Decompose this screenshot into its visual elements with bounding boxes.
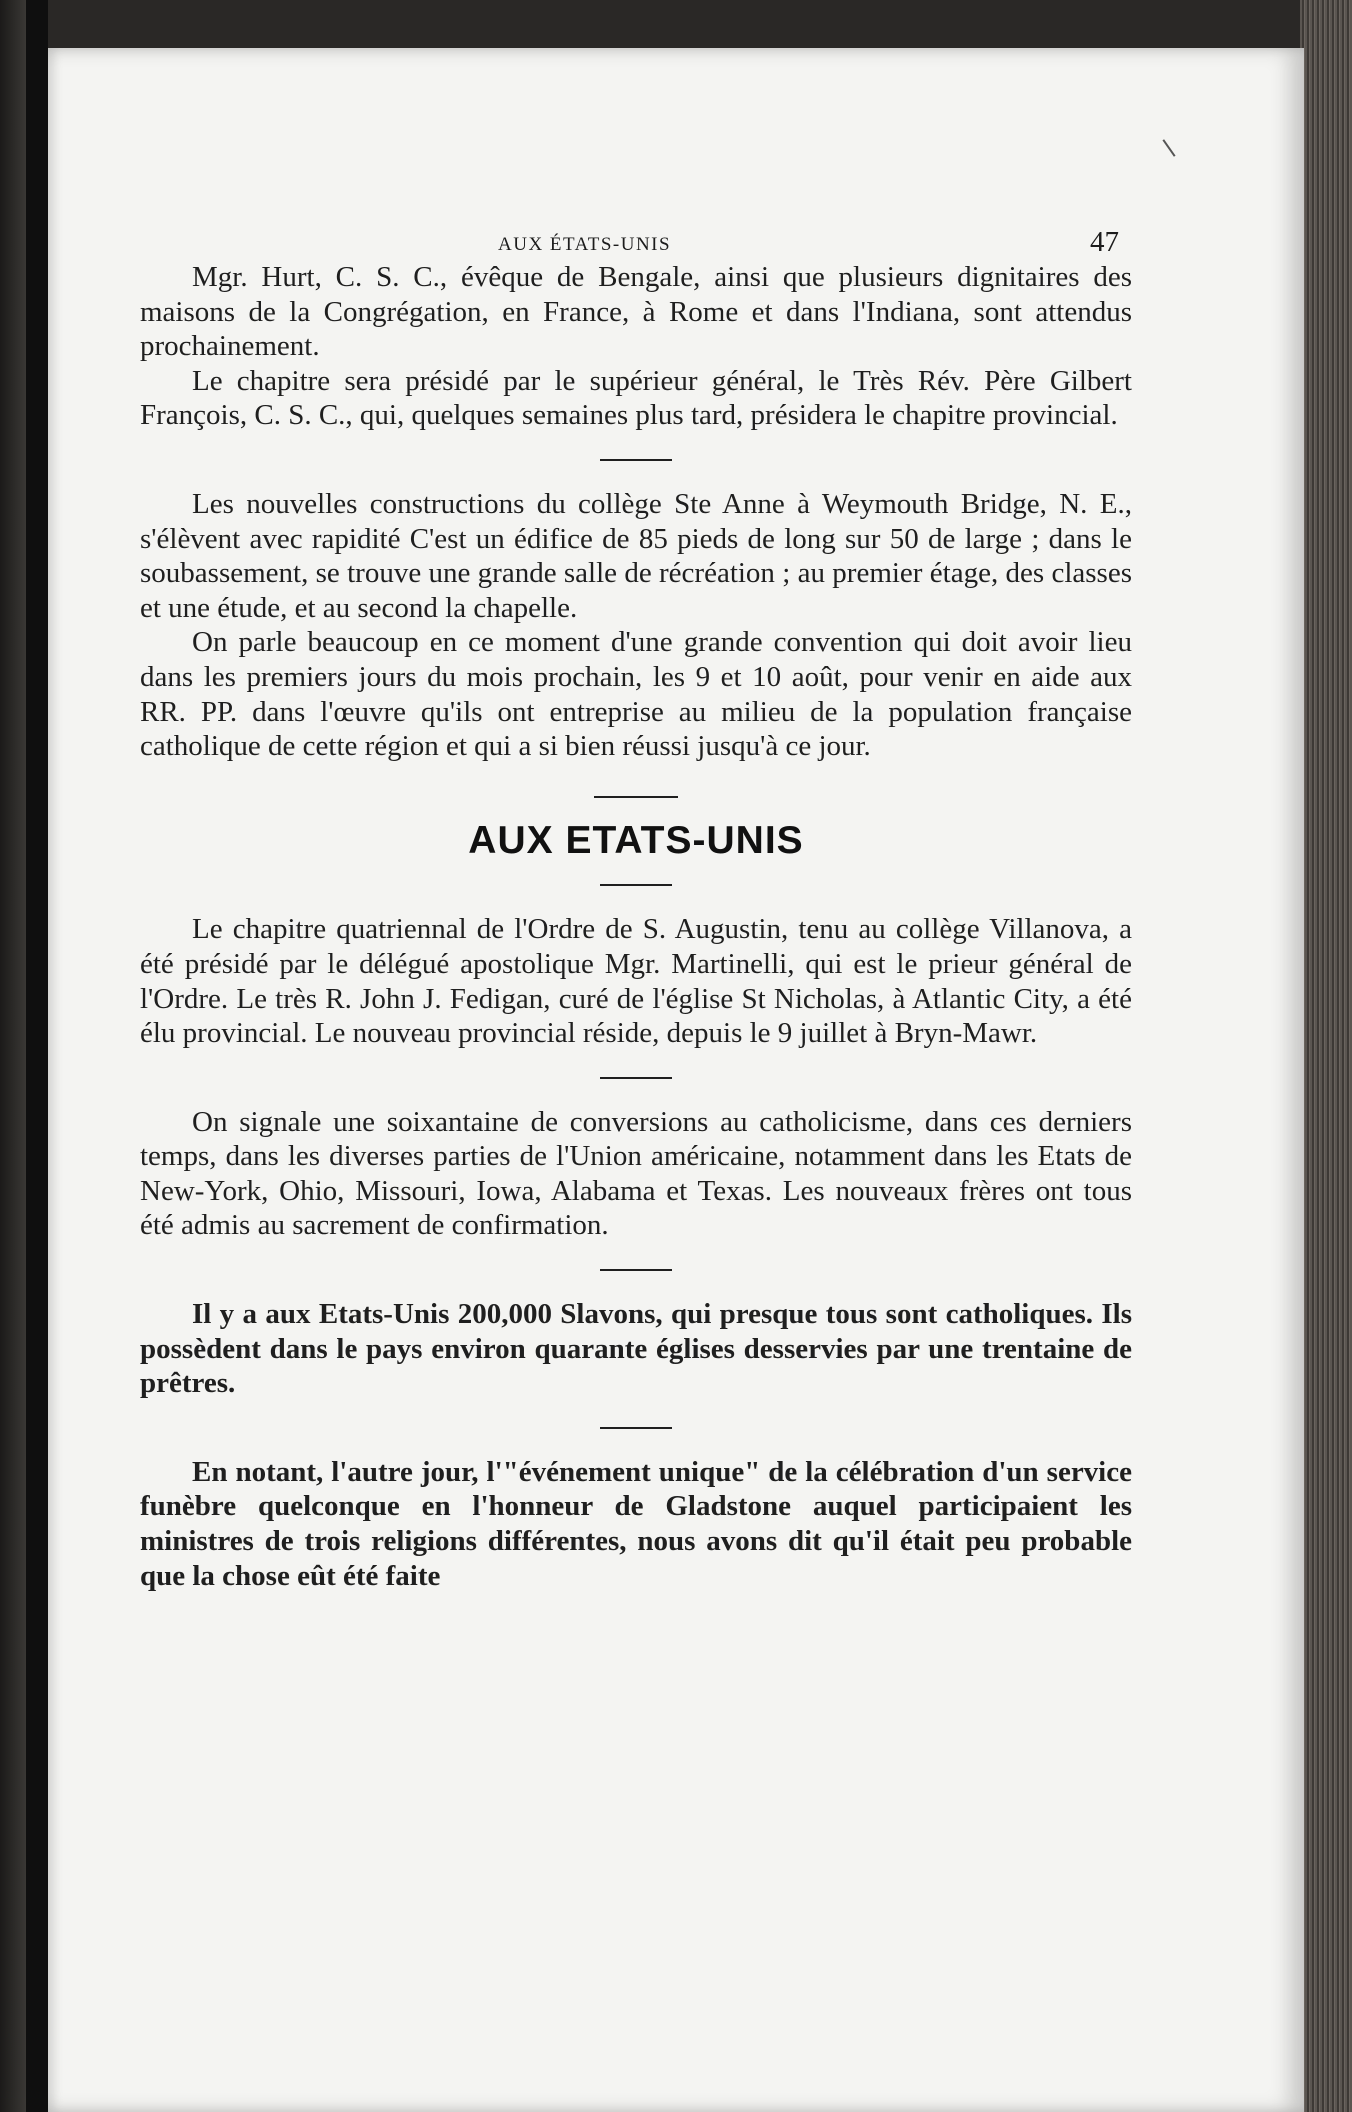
section-heading: AUX ETATS-UNIS: [468, 818, 804, 862]
section-divider: [594, 796, 678, 798]
page-body: [140, 260, 1132, 1593]
paragraph-conversions: On signale une soixantaine de conversions au catholicisme, dans ces derniers temps, dans les diverses parties de l'Union américaine, notamment dans les Etats de New-York, Ohio, Missouri, Iowa, Alabama et Texas. Les nouveaux frères ont tous été admis au sacrement de confirmation.: [140, 1105, 1132, 1242]
section-divider: [600, 1427, 672, 1429]
book-spine-shadow: [26, 0, 48, 2112]
section-divider: [600, 1077, 672, 1079]
section-divider: [600, 459, 672, 461]
book-page-edges: [1300, 0, 1352, 2112]
paragraph-augustin: Le chapitre quatriennal de l'Ordre de S. Augustin, tenu au collège Villanova, a été présidé par le délégué apostolique Mgr. Martinelli, qui est le prieur général de l'Ordre. Le très R. John J. Fedigan, curé de l'église St Nicholas, à Atlantic City, a été élu provincial. Le nouveau provincial réside, depuis le 9 juillet à Bryn-Mawr.: [140, 913, 1132, 1050]
book-left-edge: [0, 0, 26, 2112]
paragraph-weymouth-1: Les nouvelles constructions du collège Ste Anne à Weymouth Bridge, N. E., s'élèvent avec rapidité C'est un édifice de 85 pieds de long sur 50 de large ; dans le soubassement, se trouve une grande salle de récréation ; au premier étage, des classes et une étude, et au second la chapelle.: [140, 487, 1132, 624]
paragraph-intro-1: Mgr. Hurt, C. S. C., évêque de Bengale, ainsi que plusieurs dignitaires des maisons de la Congrégation, en France, à Rome et dans l'Indiana, sont attendus prochainement.: [140, 261, 1132, 363]
margin-mark: [1162, 139, 1175, 157]
running-title: AUX ÉTATS-UNIS: [498, 234, 672, 255]
section-divider: [600, 1269, 672, 1271]
paragraph-slavons: Il y a aux Etats-Unis 200,000 Slavons, qui presque tous sont catholiques. Ils possèdent dans le pays environ quarante églises desservies par une trentaine de prêtres.: [140, 1298, 1132, 1400]
section-divider: [600, 884, 672, 886]
paragraph-gladstone: En notant, l'autre jour, l'"événement unique" de la célébration d'un service funèbre quelconque en l'honneur de Gladstone auquel participaient les ministres de trois religions différentes, nous avons dit qu'il était peu probable que la chose eût été faite: [140, 1455, 1132, 1592]
book-page: [48, 48, 1304, 2112]
paragraph-intro-2: Le chapitre sera présidé par le supérieur général, le Très Rév. Père Gilbert François, C. S. C., qui, quelques semaines plus tard, présidera le chapitre provincial.: [140, 364, 1132, 432]
page-number: 47: [1090, 226, 1119, 258]
paragraph-weymouth-2: On parle beaucoup en ce moment d'une grande convention qui doit avoir lieu dans les premiers jours du mois prochain, les 9 et 10 août, pour venir en aide aux RR. PP. dans l'œuvre qu'ils ont entreprise au milieu de la population française catholique de cette région et qui a si bien réussi jusqu'à ce jour.: [140, 626, 1132, 763]
